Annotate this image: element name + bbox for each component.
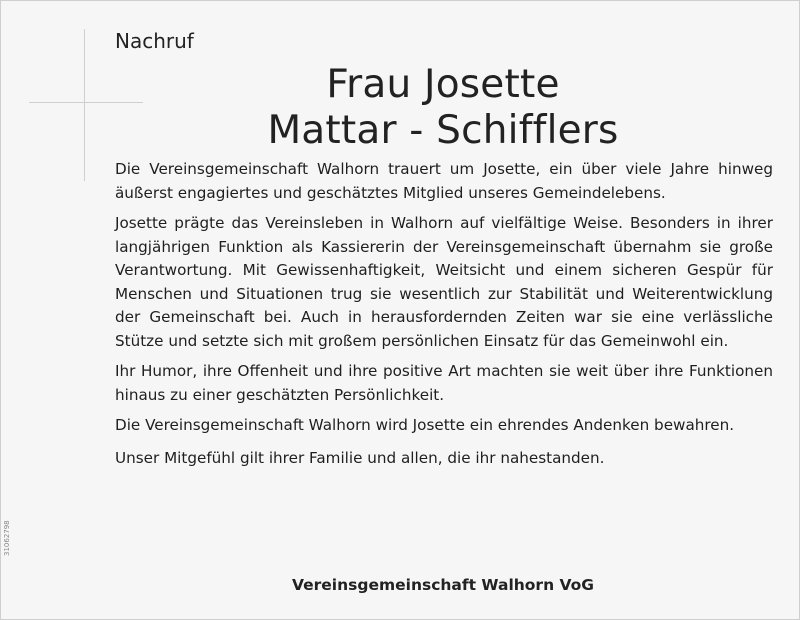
paragraph: Die Vereinsgemeinschaft Walhorn wird Josette ein ehrendes Andenken bewahren. [115, 416, 735, 434]
paragraph: Josette prägte das Vereinsleben in Walhorn auf vielfältige Weise. Besonders in ihrer langjährigen Funktion als Kassiererin der Vereinsgemeinschaft übernahm sie große Verantwortung. Mit Gewissenhaftigkeit, Weitsicht und einem sicheren Gespür für Menschen und Situationen trug sie wesentlich zur Stabilität und Weiterentwicklung der Gemeinschaft bei. Auch in herausfordernden Zeiten war sie eine verlässliche Stütze und setzte sich mit großem persönlichen Einsatz für das Gemeinwohl ein. [115, 214, 773, 350]
paragraph: Ihr Humor, ihre Offenheit und ihre positive Art machten sie weit über ihre Funktionen hinaus zu einer geschätzten Persönlichkeit. [115, 362, 773, 404]
obituary-text [115, 158, 773, 477]
signature: Vereinsgemeinschaft Walhorn VoG [291, 576, 595, 594]
deceased-name-line1: Frau Josette [326, 62, 560, 107]
deceased-name-line2: Mattar - Schifflers [267, 108, 619, 153]
paragraph: Die Vereinsgemeinschaft Walhorn trauert um Josette, ein über viele Jahre hinweg äußerst engagiertes und geschätztes Mitglied unseres Gemeindelebens. [115, 160, 773, 202]
paragraph: Unser Mitgefühl gilt ihrer Familie und allen, die ihr nahestanden. [115, 448, 605, 467]
notice-heading: Nachruf [115, 29, 194, 53]
side-reference-code: 31062798 [3, 520, 11, 556]
